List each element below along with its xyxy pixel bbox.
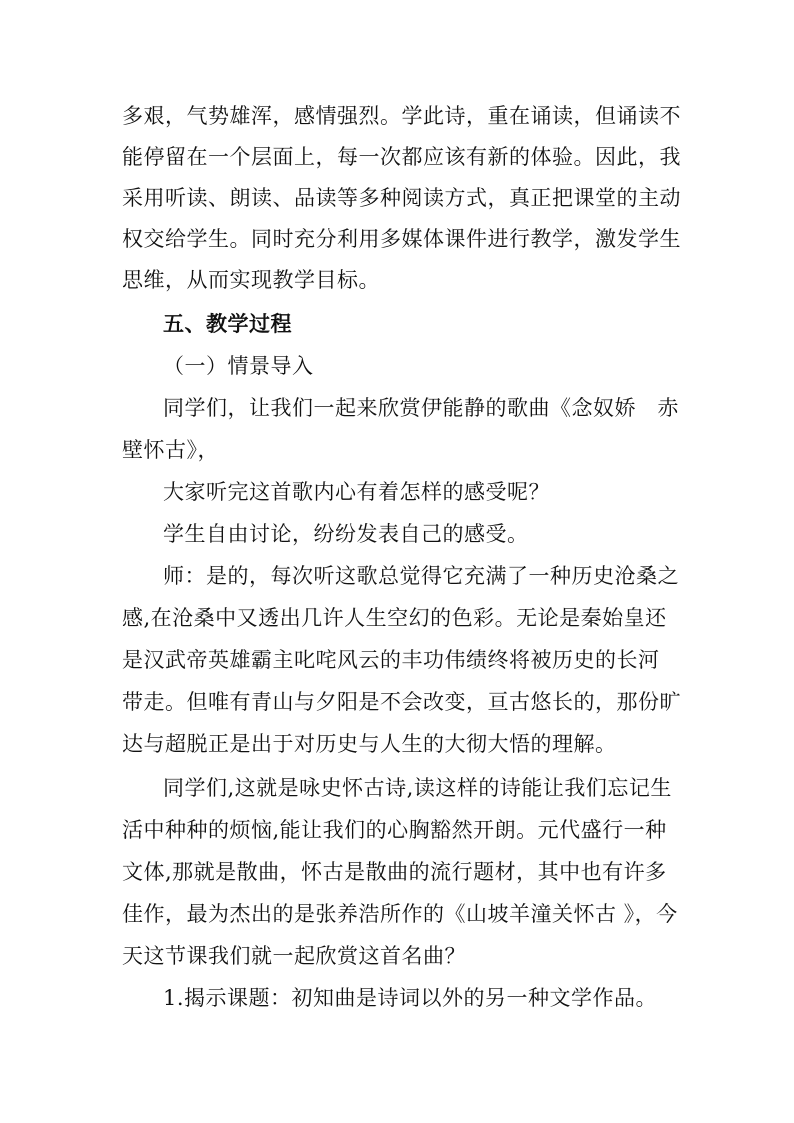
paragraph-line: 感,在沧桑中又透出几许人生空幻的色彩。无论是秦始皇还 xyxy=(122,606,667,630)
paragraph-line: 文体,那就是散曲，怀古是散曲的流行题材，其中也有许多 xyxy=(122,860,667,884)
paragraph-line: 活中种种的烦恼,能让我们的心胸豁然开朗。元代盛行一种 xyxy=(122,818,667,842)
paragraph-line: 天这节课我们就一起欣赏这首名曲？ xyxy=(122,944,466,968)
paragraph-line: 师：是的，每次听这歌总觉得它充满了一种历史沧桑之 xyxy=(163,564,679,588)
paragraph-line: 是汉武帝英雄霸主叱咤风云的丰功伟绩终将被历史的长河 xyxy=(122,648,660,672)
paragraph-line: 带走。但唯有青山与夕阳是不会改变，亘古悠长的，那份旷 xyxy=(122,690,681,714)
paragraph-line: 同学们，让我们一起来欣赏伊能静的歌曲《念奴娇 赤 xyxy=(163,396,679,420)
paragraph-line: 采用听读、朗读、品读等多种阅读方式，真正把课堂的主动 xyxy=(122,186,681,210)
paragraph-line: 壁怀古》， xyxy=(122,438,219,462)
paragraph-line: 佳作，最为杰出的是张养浩所作的《山坡羊潼关怀古 》，今 xyxy=(122,902,678,926)
paragraph-line: 多艰，气势雄浑，感情强烈。学此诗，重在诵读，但诵读不 xyxy=(122,104,681,128)
paragraph-line: 学生自由讨论，纷纷发表自己的感受。 xyxy=(163,522,529,546)
paragraph-line: 思维，从而实现教学目标。 xyxy=(122,268,380,292)
paragraph-line: 大家听完这首歌内心有着怎样的感受呢？ xyxy=(163,480,550,504)
paragraph-line: 同学们,这就是咏史怀古诗,读这样的诗能让我们忘记生 xyxy=(163,776,672,800)
list-item: 1.揭示课题：初知曲是诗词以外的另一种文学作品。 xyxy=(163,986,658,1010)
subsection-heading: （一）情景导入 xyxy=(163,354,314,378)
paragraph-line: 权交给学生。同时充分利用多媒体课件进行教学，激发学生 xyxy=(122,227,681,251)
section-heading: 五、教学过程 xyxy=(163,311,292,336)
paragraph-line: 达与超脱正是出于对历史与人生的大彻大悟的理解。 xyxy=(122,732,617,756)
paragraph-line: 能停留在一个层面上，每一次都应该有新的体验。因此，我 xyxy=(122,145,681,169)
